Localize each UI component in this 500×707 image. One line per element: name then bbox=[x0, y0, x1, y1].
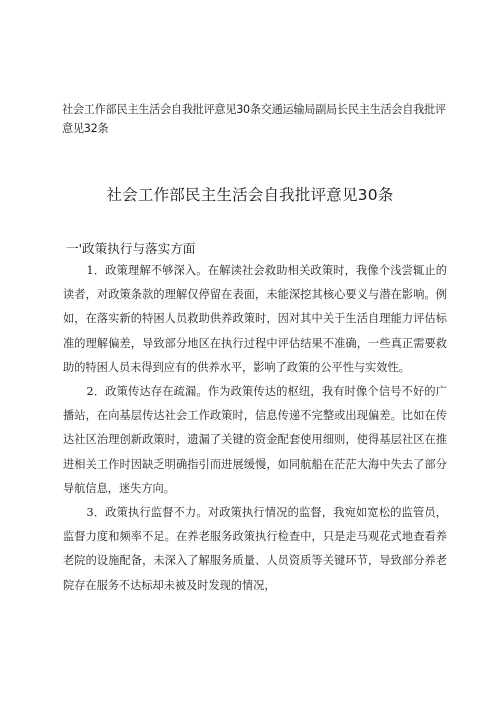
paragraph-1: 1．政策理解不够深入。在解读社会救助相关政策时，我像个浅尝辄止的读者，对政策条款的理解仅停留在表面，未能深挖其核心要义与潜在影响。例如，在落实新的特困人员救助供养政策时，因对其中关于生活自理能力评估标准的理解偏差，导致部分地区在执行过程中评估结果不准确，一些真正需要救助的特困人员未得到应有的供养水平，影响了政策的公平性与实效性。 bbox=[63, 264, 447, 374]
paragraph-3: 3．政策执行监督不力。对政策执行情况的监督，我宛如宽松的监管员，监督力度和频率不足。在养老服务政策执行检查中，只是走马观花式地查看养老院的设施配备，未深入了解服务质量、人员资质等关键环节，导致部分养老院存在服务不达标却未被及时发现的情况， bbox=[63, 506, 447, 592]
document-body bbox=[63, 259, 447, 598]
section-heading: 一'政策执行与落实方面 bbox=[66, 241, 196, 256]
document-header: 社会工作部民主生活会自我批评意见30条交通运输局副局长民主生活会自我批评意见32条 bbox=[62, 103, 446, 135]
paragraph-2: 2．政策传达存在疏漏。作为政策传达的枢纽，我有时像个信号不好的广播站，在向基层传达社会工作政策时，信息传递不完整或出现偏差。比如在传达社区治理创新政策时，遗漏了关键的资金配套使用细则，使得基层社区在推进相关工作时因缺乏明确指引而进展缓慢，如同航船在茫茫大海中失去了部分导航信息，迷失方向。 bbox=[63, 385, 447, 495]
document-title: 社会工作部民主生活会自我批评意见30条 bbox=[106, 186, 394, 204]
